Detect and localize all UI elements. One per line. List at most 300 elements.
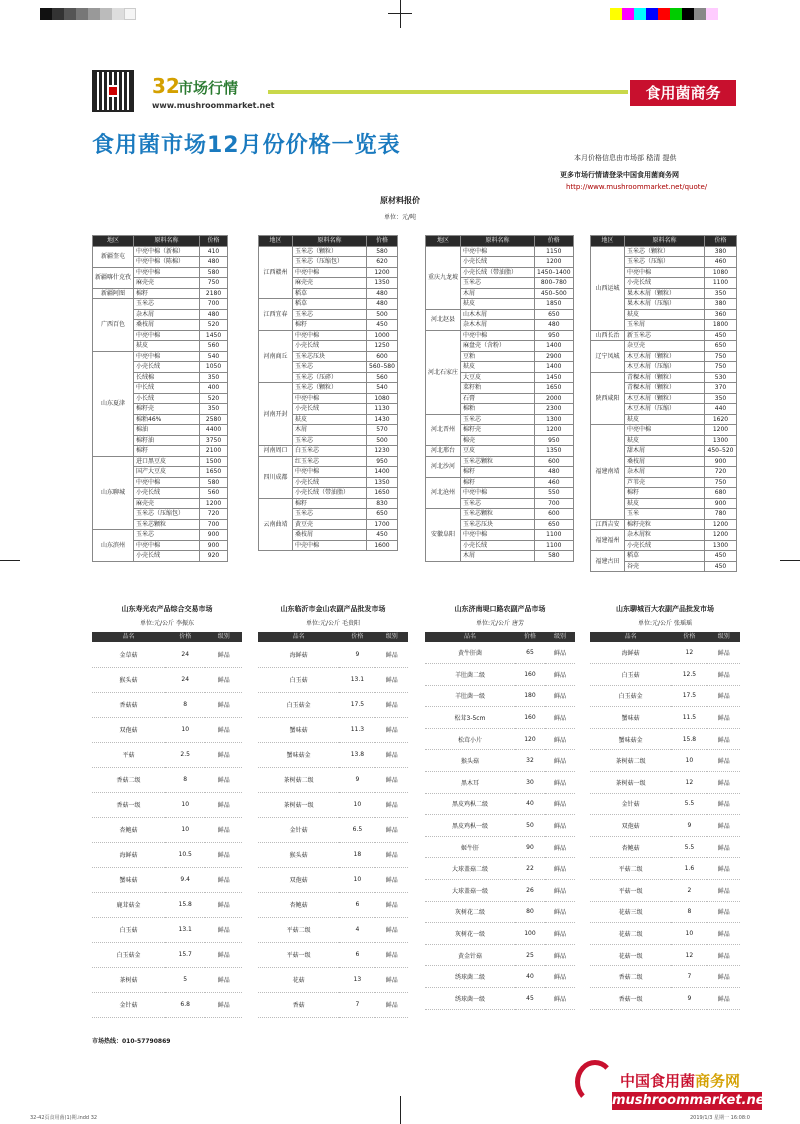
product-name: 绣球菌二级 <box>425 966 515 988</box>
column-header: 价格 <box>200 236 228 247</box>
product-price: 9 <box>671 988 707 1010</box>
table-row <box>259 446 398 457</box>
product-price: 10 <box>671 750 707 772</box>
material-name: 中亮中棉 <box>625 267 705 278</box>
material-name: 棉壳 <box>461 435 535 446</box>
column-header: 品名 <box>92 632 165 642</box>
footer-brand-a: 中国食用菌 <box>620 1072 696 1090</box>
material-name: 木屑 <box>293 425 367 436</box>
material-price: 1100 <box>535 530 574 541</box>
product-grade: 鲜品 <box>375 692 408 717</box>
region-cell: 安徽阜阳 <box>426 509 461 562</box>
raw-material-title: 原材料报价 <box>380 196 420 205</box>
region-cell: 山西运城 <box>591 246 625 330</box>
material-name: 玉米芯 <box>293 362 367 373</box>
material-name: 麸皮 <box>461 362 535 373</box>
table-row <box>92 842 242 867</box>
product-name: 灰树花二级 <box>425 901 515 923</box>
product-price: 1.6 <box>671 858 707 880</box>
material-name: 玉米芯颗粒 <box>461 456 535 467</box>
material-price: 4400 <box>200 425 228 436</box>
product-grade: 鲜品 <box>205 817 242 842</box>
product-grade: 鲜品 <box>545 750 575 772</box>
material-price: 750 <box>200 278 228 289</box>
material-name: 小壳长绒 <box>293 404 367 415</box>
product-grade: 鲜品 <box>545 793 575 815</box>
product-name: 白玉菇金 <box>590 685 671 707</box>
more-note: 更多市场行情请登录中国食用菌商务网 <box>560 171 679 179</box>
material-name: 麸皮 <box>625 309 705 320</box>
material-price: 570 <box>367 425 398 436</box>
column-header: 原料名称 <box>134 236 200 247</box>
material-price: 3750 <box>200 435 228 446</box>
table-row <box>425 901 575 923</box>
material-name: 小壳长绒 <box>134 551 200 562</box>
product-price: 12 <box>671 772 707 794</box>
material-price: 1650 <box>535 383 574 394</box>
column-header: 原料名称 <box>461 236 535 247</box>
region-cell: 福建南靖 <box>591 425 625 520</box>
table-row <box>425 988 575 1010</box>
material-price: 600 <box>535 456 574 467</box>
product-price: 10 <box>165 817 206 842</box>
material-name: 中长绒 <box>134 383 200 394</box>
product-name: 香菇二级 <box>92 767 165 792</box>
material-price: 500 <box>367 309 398 320</box>
product-grade: 鲜品 <box>375 992 408 1017</box>
product-grade: 鲜品 <box>707 664 740 686</box>
material-name: 进口黑豆皮 <box>134 456 200 467</box>
product-grade: 鲜品 <box>707 966 740 988</box>
market-title: 山东聊城百大农副产品批发市场 <box>616 605 714 613</box>
crop-mark <box>780 560 800 561</box>
brand-swoosh-icon <box>575 1060 615 1104</box>
table-row <box>259 456 398 467</box>
material-name: 棉籽壳 <box>134 404 200 415</box>
product-name: 白玉菇金 <box>92 942 165 967</box>
table-row <box>92 767 242 792</box>
product-price: 12.5 <box>671 664 707 686</box>
raw-material-unit: 单位：元/吨 <box>383 214 417 221</box>
material-name: 桑枝屑 <box>293 530 367 541</box>
product-name: 平菇二级 <box>590 858 671 880</box>
table-row <box>590 772 740 794</box>
table-row <box>591 341 737 352</box>
material-name: 谷壳 <box>625 561 705 572</box>
column-header: 原料名称 <box>293 236 367 247</box>
material-price: 700 <box>200 299 228 310</box>
material-name: 甜木屑 <box>625 446 705 457</box>
table-row <box>425 685 575 707</box>
product-price: 9.4 <box>165 867 206 892</box>
table-row <box>590 966 740 988</box>
material-name: 棉籽 <box>625 488 705 499</box>
material-name: 玉米芯 <box>461 414 535 425</box>
table-row <box>426 477 574 488</box>
product-price: 5.5 <box>671 836 707 858</box>
material-price: 450–520 <box>705 446 737 457</box>
material-name: 麸皮 <box>461 299 535 310</box>
product-price: 15.8 <box>671 728 707 750</box>
region-cell: 河北石家庄 <box>426 330 461 414</box>
product-price: 18 <box>339 842 375 867</box>
material-name: 玉米芯 <box>134 299 200 310</box>
material-price: 560–580 <box>367 362 398 373</box>
material-price: 450 <box>367 530 398 541</box>
material-name: 中亮中棉 <box>461 530 535 541</box>
product-name: 杏鲍菇 <box>590 836 671 858</box>
table-row <box>259 246 398 257</box>
material-price: 450 <box>705 330 737 341</box>
material-name: 果木木屑（颗粒） <box>625 288 705 299</box>
table-row <box>425 944 575 966</box>
material-price: 1800 <box>705 320 737 331</box>
product-grade: 鲜品 <box>375 717 408 742</box>
table-row <box>258 642 408 667</box>
product-grade: 鲜品 <box>545 728 575 750</box>
product-price: 13.1 <box>339 667 375 692</box>
material-price: 950 <box>367 456 398 467</box>
product-name: 茶树菇二级 <box>258 767 339 792</box>
material-name: 玉米芯 <box>293 509 367 520</box>
product-name: 白玉菇 <box>92 917 165 942</box>
region-cell: 新疆喀什克孜 <box>93 267 134 288</box>
table-row <box>590 707 740 729</box>
material-price: 380 <box>705 246 737 257</box>
market-hotline: 市场热线：010-57790869 <box>92 1038 171 1045</box>
product-grade: 鲜品 <box>375 917 408 942</box>
product-name: 松茸小片 <box>425 728 515 750</box>
material-name: 中亮中棉（新棉） <box>134 246 200 257</box>
table-row <box>425 815 575 837</box>
material-price: 2100 <box>200 446 228 457</box>
product-name: 白玉菇金 <box>258 692 339 717</box>
region-cell: 新疆阿图 <box>93 288 134 299</box>
product-grade: 鲜品 <box>707 750 740 772</box>
product-grade: 鲜品 <box>375 817 408 842</box>
material-price: 700 <box>535 498 574 509</box>
material-name: 木屑 <box>461 551 535 562</box>
color-bar <box>610 8 718 20</box>
product-name: 黑皮鸡枞二级 <box>425 793 515 815</box>
table-row <box>92 717 242 742</box>
material-name: 稻草 <box>625 551 705 562</box>
material-price: 440 <box>705 404 737 415</box>
product-price: 13.1 <box>165 917 206 942</box>
material-name: 玉米芯颗粒 <box>134 519 200 530</box>
product-price: 10 <box>339 867 375 892</box>
material-name: 木豆木屑（颗粒） <box>625 351 705 362</box>
column-header: 价格 <box>515 632 545 642</box>
material-price: 540 <box>367 383 398 394</box>
product-price: 17.5 <box>671 685 707 707</box>
product-name: 海鲜菇 <box>258 642 339 667</box>
grayscale-bar <box>40 8 136 20</box>
product-price: 15.8 <box>165 892 206 917</box>
product-price: 32 <box>515 750 545 772</box>
product-name: 黄金针菇 <box>425 944 515 966</box>
table-row <box>590 858 740 880</box>
product-grade: 鲜品 <box>375 867 408 892</box>
table-row <box>425 966 575 988</box>
product-name: 蟹味菇 <box>258 717 339 742</box>
product-grade: 鲜品 <box>205 892 242 917</box>
material-name: 果木木屑（压缩） <box>625 299 705 310</box>
product-name: 茶树菇 <box>92 967 165 992</box>
product-price: 160 <box>515 707 545 729</box>
product-price: 8 <box>165 692 206 717</box>
table-row <box>258 967 408 992</box>
column-header: 价格 <box>367 236 398 247</box>
table-row <box>92 692 242 717</box>
column-header: 价格 <box>165 632 206 642</box>
product-grade: 鲜品 <box>707 923 740 945</box>
material-price: 450–500 <box>535 288 574 299</box>
product-name: 羊肚菌二级 <box>425 664 515 686</box>
material-price: 400 <box>200 383 228 394</box>
column-header: 级别 <box>545 632 575 642</box>
product-grade: 鲜品 <box>205 692 242 717</box>
market-price-table <box>425 632 575 1010</box>
product-price: 6 <box>339 942 375 967</box>
table-row <box>92 892 242 917</box>
product-price: 10 <box>339 792 375 817</box>
product-grade: 鲜品 <box>375 942 408 967</box>
product-grade: 鲜品 <box>707 772 740 794</box>
crop-mark <box>400 1096 401 1124</box>
product-name: 平菇 <box>92 742 165 767</box>
column-header: 地区 <box>93 236 134 247</box>
material-name: 棉籽 <box>461 467 535 478</box>
product-grade: 鲜品 <box>205 742 242 767</box>
region-cell: 福建福州 <box>591 530 625 551</box>
crop-mark <box>388 13 412 14</box>
table-row <box>590 728 740 750</box>
material-name: 小壳长绒 <box>293 341 367 352</box>
table-row <box>93 456 228 467</box>
material-price: 1300 <box>705 540 737 551</box>
region-cell: 山东聊城 <box>93 456 134 530</box>
table-row <box>92 917 242 942</box>
quote-link[interactable]: http://www.mushroommarket.net/quote/ <box>566 183 708 191</box>
product-name: 平菇一级 <box>590 880 671 902</box>
material-name: 杂木木屑 <box>461 320 535 331</box>
material-price: 480 <box>367 299 398 310</box>
material-name: 中亮中棉 <box>134 351 200 362</box>
material-price: 780 <box>705 509 737 520</box>
region-cell: 山东夏津 <box>93 351 134 456</box>
market-unit: 单位:元/公斤 张瑶瑶 <box>638 620 692 627</box>
product-name: 大球盖菇一级 <box>425 880 515 902</box>
table-row <box>590 664 740 686</box>
table-row <box>93 246 228 257</box>
product-grade: 鲜品 <box>707 685 740 707</box>
product-grade: 鲜品 <box>707 815 740 837</box>
material-name: 麻盘壳（含粉） <box>461 341 535 352</box>
material-name: 青稞木屑（颗粒） <box>625 372 705 383</box>
footer-brand-b: 商务网 <box>695 1072 741 1090</box>
material-price: 1350 <box>535 446 574 457</box>
footer-url[interactable]: mushroommarket.net <box>612 1093 771 1108</box>
product-grade: 鲜品 <box>375 667 408 692</box>
page-title: 食用菌市场12月份价格一览表 <box>92 133 401 158</box>
table-row <box>258 917 408 942</box>
crop-mark <box>400 0 401 28</box>
material-name: 棉籽 <box>134 446 200 457</box>
material-price: 600 <box>535 509 574 520</box>
product-grade: 鲜品 <box>205 917 242 942</box>
product-name: 松茸3-5cm <box>425 707 515 729</box>
material-price: 520 <box>200 393 228 404</box>
material-name: 杂木屑 <box>134 309 200 320</box>
product-price: 45 <box>515 988 545 1010</box>
material-name: 玉米芯（压缩） <box>625 257 705 268</box>
product-price: 9 <box>339 642 375 667</box>
column-header: 地区 <box>426 236 461 247</box>
material-name: 小壳长绒 <box>461 257 535 268</box>
material-name: 小壳长绒 <box>461 540 535 551</box>
table-row <box>425 793 575 815</box>
material-price: 1080 <box>705 267 737 278</box>
region-cell: 广西百色 <box>93 299 134 352</box>
material-name: 小壳长绒 <box>293 477 367 488</box>
product-price: 17.5 <box>339 692 375 717</box>
table-row <box>425 923 575 945</box>
material-price: 1200 <box>705 425 737 436</box>
product-price: 90 <box>515 836 545 858</box>
material-price: 950 <box>535 330 574 341</box>
product-price: 65 <box>515 642 545 664</box>
product-name: 香菇一级 <box>590 988 671 1010</box>
raw-material-table <box>425 235 574 562</box>
product-name: 绣球菌一级 <box>425 988 515 1010</box>
material-name: 玉米 <box>625 509 705 520</box>
crop-mark <box>0 560 20 561</box>
material-price: 1350 <box>367 278 398 289</box>
table-row <box>590 901 740 923</box>
market-unit: 单位:元/公斤 李振东 <box>140 620 194 627</box>
material-name: 棉籽壳粒 <box>625 519 705 530</box>
table-row <box>92 642 242 667</box>
material-name: 豆粕 <box>461 351 535 362</box>
product-name: 黑皮鸡枞一级 <box>425 815 515 837</box>
product-price: 5 <box>165 967 206 992</box>
product-name: 蟹味菇 <box>590 707 671 729</box>
table-row <box>259 330 398 341</box>
material-name: 麸皮 <box>293 414 367 425</box>
material-price: 650 <box>535 309 574 320</box>
product-grade: 鲜品 <box>707 988 740 1010</box>
product-grade: 鲜品 <box>707 858 740 880</box>
column-header: 地区 <box>259 236 293 247</box>
column-header: 价格 <box>671 632 707 642</box>
column-header: 品名 <box>425 632 515 642</box>
column-header: 价格 <box>535 236 574 247</box>
raw-material-table <box>258 235 398 551</box>
product-price: 8 <box>165 767 206 792</box>
material-price: 480 <box>200 257 228 268</box>
table-row <box>591 519 737 530</box>
product-grade: 鲜品 <box>545 815 575 837</box>
table-row <box>258 842 408 867</box>
product-grade: 鲜品 <box>375 742 408 767</box>
column-header: 级别 <box>375 632 408 642</box>
table-row <box>425 728 575 750</box>
material-price: 650 <box>367 509 398 520</box>
product-grade: 鲜品 <box>205 767 242 792</box>
region-cell: 河南开封 <box>259 383 293 446</box>
material-name: 玉米芯（颗粒） <box>293 383 367 394</box>
product-grade: 鲜品 <box>205 642 242 667</box>
material-price: 1150 <box>535 246 574 257</box>
material-price: 800–780 <box>535 278 574 289</box>
table-row <box>92 817 242 842</box>
material-name: 棉籽 <box>293 320 367 331</box>
page-number: 32 <box>152 74 180 98</box>
table-row <box>93 299 228 310</box>
material-price: 1200 <box>705 519 737 530</box>
product-name: 茶树菇一级 <box>590 772 671 794</box>
material-price: 1080 <box>367 393 398 404</box>
material-name: 桑枝屑 <box>625 456 705 467</box>
table-row <box>258 692 408 717</box>
product-grade: 鲜品 <box>545 944 575 966</box>
product-grade: 鲜品 <box>375 767 408 792</box>
material-price: 1620 <box>705 414 737 425</box>
product-grade: 鲜品 <box>205 967 242 992</box>
product-name: 金针菇 <box>258 817 339 842</box>
product-grade: 鲜品 <box>545 923 575 945</box>
product-grade: 鲜品 <box>707 901 740 923</box>
product-name: 黄牛肝菌 <box>425 642 515 664</box>
column-header: 价格 <box>705 236 737 247</box>
material-price: 1230 <box>367 446 398 457</box>
product-price: 80 <box>515 901 545 923</box>
table-row <box>590 880 740 902</box>
material-price: 900 <box>705 456 737 467</box>
material-name: 玉米芯 <box>134 530 200 541</box>
material-name: 玉米芯（压碎） <box>293 372 367 383</box>
product-price: 120 <box>515 728 545 750</box>
table-row <box>258 767 408 792</box>
material-price: 830 <box>367 498 398 509</box>
material-price: 580 <box>200 267 228 278</box>
market-unit: 单位:元/公斤 唐芳 <box>476 620 524 627</box>
material-price: 350 <box>200 372 228 383</box>
material-name: 木豆木屑（颗粒） <box>625 393 705 404</box>
product-price: 24 <box>165 667 206 692</box>
product-name: 香菇二级 <box>590 966 671 988</box>
material-name: 棉油 <box>134 425 200 436</box>
column-header: 地区 <box>591 236 625 247</box>
product-price: 2.5 <box>165 742 206 767</box>
market-title: 山东寿光农产品综合交易市场 <box>121 605 213 613</box>
material-name: 中亮中棉 <box>461 488 535 499</box>
material-price: 1600 <box>367 540 398 551</box>
product-grade: 鲜品 <box>707 880 740 902</box>
material-price: 460 <box>535 477 574 488</box>
material-name: 中亮中棉 <box>461 330 535 341</box>
material-price: 550 <box>535 488 574 499</box>
table-row <box>425 642 575 664</box>
table-row <box>258 992 408 1017</box>
material-price: 1850 <box>535 299 574 310</box>
region-cell: 河北沙河 <box>426 456 461 477</box>
product-name: 猴头菇 <box>425 750 515 772</box>
table-row <box>92 942 242 967</box>
product-grade: 鲜品 <box>545 685 575 707</box>
table-row <box>426 446 574 457</box>
